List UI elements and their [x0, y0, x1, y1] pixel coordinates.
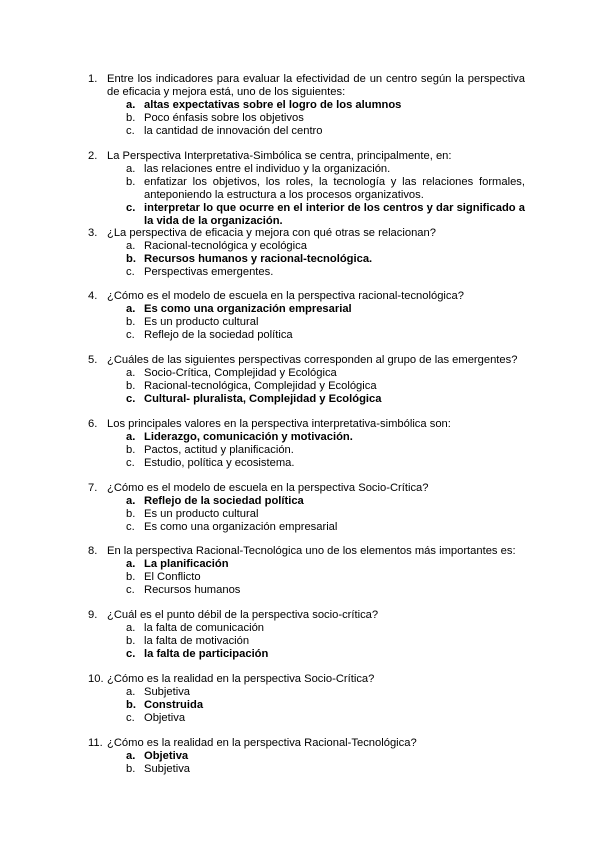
question-text: ¿Cuál es el punto débil de la perspectiva socio-crítica?	[107, 609, 379, 621]
question-number: 11.	[88, 737, 103, 749]
option-letter: c.	[126, 329, 135, 341]
option-letter: a.	[126, 303, 136, 315]
option-text-correct: interpretar lo que ocurre en el interior de los centros y dar significado a	[144, 202, 525, 214]
option-text: Es como una organización empresarial	[144, 521, 338, 533]
option-letter: c.	[126, 202, 136, 214]
option-letter: a.	[126, 431, 136, 443]
option-text-correct: Es como una organización empresarial	[144, 303, 352, 315]
option-letter: b.	[126, 699, 136, 711]
option-letter: c.	[126, 457, 135, 469]
option-text: Subjetiva	[144, 763, 191, 775]
question-text: ¿Cómo es el modelo de escuela en la perspectiva Socio-Crítica?	[107, 482, 429, 494]
option-letter: b.	[126, 380, 136, 392]
option-text: Estudio, política y ecosistema.	[144, 457, 295, 469]
option-letter: a.	[126, 622, 136, 634]
question-number: 8.	[88, 545, 98, 557]
question-text: ¿Cómo es la realidad en la perspectiva Racional-Tecnológica?	[107, 737, 417, 749]
question-number: 3.	[88, 227, 98, 239]
option-letter: b.	[126, 508, 136, 520]
question-text: En la perspectiva Racional-Tecnológica uno de los elementos más importantes es:	[107, 545, 516, 557]
option-letter: c.	[126, 521, 135, 533]
option-text-correct: Recursos humanos y racional-tecnológica.	[144, 253, 373, 265]
option-letter: b.	[126, 316, 136, 328]
option-text: Objetiva	[144, 712, 186, 724]
option-text: Racional-tecnológica, Complejidad y Ecológica	[144, 380, 377, 392]
question-text: de eficacia y mejora está, uno de los siguientes:	[107, 86, 346, 98]
option-text-correct: Liderazgo, comunicación y motivación.	[144, 431, 353, 443]
option-text-correct: Reflejo de la sociedad política	[144, 495, 304, 507]
question-text: ¿La perspectiva de eficacia y mejora con qué otras se relacionan?	[107, 227, 436, 239]
question-text: La Perspectiva Interpretativa-Simbólica se centra, principalmente, en:	[107, 150, 452, 162]
option-text: la falta de motivación	[144, 635, 250, 647]
option-text: la cantidad de innovación del centro	[144, 125, 323, 137]
option-text-correct: altas expectativas sobre el logro de los alumnos	[144, 99, 402, 111]
option-text: Reflejo de la sociedad política	[144, 329, 293, 341]
question-number: 10.	[88, 673, 104, 685]
option-letter: a.	[126, 558, 136, 570]
option-text: Es un producto cultural	[144, 316, 259, 328]
option-letter: a.	[126, 367, 136, 379]
option-letter: a.	[126, 99, 136, 111]
option-letter: b.	[126, 176, 136, 188]
option-letter: b.	[126, 112, 136, 124]
option-letter: a.	[126, 240, 136, 252]
option-text-correct: Construida	[144, 699, 204, 711]
question-number: 9.	[88, 609, 98, 621]
option-text: Pactos, actitud y planificación.	[144, 444, 294, 456]
question-number: 6.	[88, 418, 98, 430]
option-text: Es un producto cultural	[144, 508, 259, 520]
question-text: Los principales valores en la perspectiva interpretativa-simbólica son:	[107, 418, 451, 430]
question-number: 4.	[88, 290, 98, 302]
option-letter: c.	[126, 125, 135, 137]
option-text: Recursos humanos	[144, 584, 241, 596]
option-letter: c.	[126, 393, 136, 405]
question-number: 5.	[88, 354, 98, 366]
option-text-correct: La planificación	[144, 558, 229, 570]
question-text: ¿Cómo es el modelo de escuela en la perspectiva racional-tecnológica?	[107, 290, 464, 302]
option-letter: b.	[126, 444, 136, 456]
option-text: la falta de comunicación	[144, 622, 265, 634]
option-letter: a.	[126, 686, 136, 698]
option-text: Socio-Crítica, Complejidad y Ecológica	[144, 367, 337, 379]
question-text: Entre los indicadores para evaluar la efectividad de un centro según la perspectiva	[107, 73, 525, 85]
question-number: 2.	[88, 150, 98, 162]
question-text: ¿Cómo es la realidad en la perspectiva Socio-Crítica?	[107, 673, 375, 685]
option-letter: b.	[126, 763, 136, 775]
option-text-correct: la vida de la organización.	[144, 215, 283, 227]
option-letter: a.	[126, 750, 136, 762]
question-number: 7.	[88, 482, 98, 494]
option-text-correct: la falta de participación	[144, 648, 269, 660]
option-text-correct: Objetiva	[144, 750, 189, 762]
option-text: Racional-tecnológica y ecológica	[144, 240, 307, 252]
option-letter: b.	[126, 635, 136, 647]
option-letter: c.	[126, 266, 135, 278]
option-letter: a.	[126, 495, 136, 507]
option-text: Subjetiva	[144, 686, 191, 698]
option-text-correct: Cultural- pluralista, Complejidad y Ecológica	[144, 393, 382, 405]
option-letter: b.	[126, 571, 136, 583]
option-text: enfatizar los objetivos, los roles, la tecnología y las relaciones formales,	[144, 176, 525, 188]
option-text: las relaciones entre el individuo y la organización.	[144, 163, 391, 175]
option-text: Poco énfasis sobre los objetivos	[144, 112, 304, 124]
question-number: 1.	[88, 73, 98, 85]
option-text: anteponiendo la estructura a los procesos organizativos.	[144, 189, 424, 201]
question-text: ¿Cuáles de las siguientes perspectivas corresponden al grupo de las emergentes?	[107, 354, 518, 366]
option-text: Perspectivas emergentes.	[144, 266, 274, 278]
option-letter: c.	[126, 648, 136, 660]
option-text: El Conflicto	[144, 571, 201, 583]
option-letter: a.	[126, 163, 136, 175]
option-letter: b.	[126, 253, 136, 265]
option-letter: c.	[126, 584, 135, 596]
option-letter: c.	[126, 712, 135, 724]
